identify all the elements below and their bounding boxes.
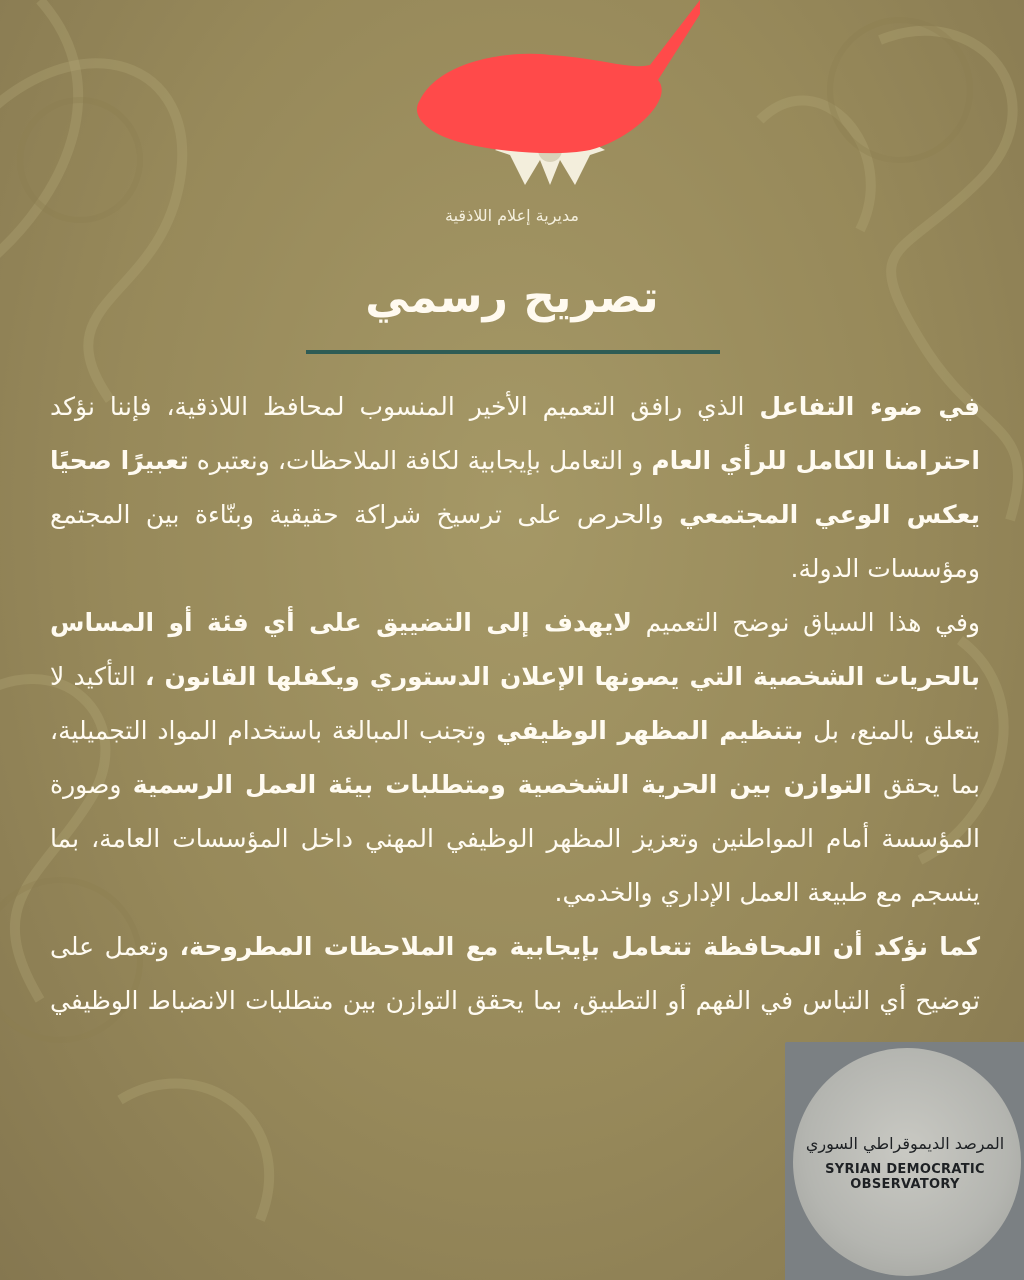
emphasis: بتنظيم المظهر الوظيفي (496, 716, 804, 745)
page-title: تصريح رسمي (365, 272, 659, 323)
redaction-mark (417, 0, 700, 153)
directorate-name: مديرية إعلام اللاذقية (445, 206, 579, 225)
watermark-text (790, 0, 1020, 1280)
emphasis: في ضوء التفاعل (759, 392, 980, 421)
emphasis: كما نؤكد أن المحافظة تتعامل بإيجابية مع الملاحظات المطروحة، (179, 932, 980, 961)
emphasis: لايهدف إلى التضييق على أي فئة أو المساس بالحريات الشخصية التي يصونها الإعلان الدستوري ويكفلها القانون ، (50, 608, 980, 691)
body-text: وفي هذا السياق نوضح التعميم (632, 608, 980, 637)
body-text: و التعامل بإيجابية لكافة الملاحظات، ونعتبره (188, 446, 652, 475)
body-text: وتعمل على توضيح أي التباس في الفهم أو التطبيق، بما يحقق التوازن بين متطلبات الانضباط الوظيفي (50, 932, 980, 1015)
body-text: وصورة المؤسسة أمام المواطنين وتعزيز المظهر الوظيفي المهني داخل المؤسسات العامة، بما ينسجم مع طبيعة العمل الإداري والخدمي. (50, 770, 980, 907)
emblem-eagle-icon (400, 0, 700, 200)
body-text: والحرص على ترسيخ شراكة حقيقية وبنّاءة بين المجتمع ومؤسسات الدولة. (50, 500, 980, 583)
title-underline (306, 350, 720, 354)
body-text: الذي رافق التعميم الأخير المنسوب لمحافظ اللاذقية، فإننا نؤكد (50, 392, 760, 421)
emphasis: احترامنا الكامل للرأي العام (651, 446, 980, 475)
watermark-english: SYRIAN DEMOCRATIC OBSERVATORY (825, 1162, 985, 1192)
emphasis: التوازن بين الحرية الشخصية ومتطلبات بيئة العمل الرسمية (132, 770, 872, 799)
body-text: التأكيد لا يتعلق بالمنع، بل (50, 662, 981, 745)
body-text: وتجنب المبالغة باستخدام المواد التجميلية، بما يحقق (50, 716, 980, 799)
watermark-arabic: المرصد الديموقراطي السوري (805, 1134, 1005, 1153)
emphasis: تعبيرًا صحيًا يعكس الوعي المجتمعي (50, 446, 980, 529)
